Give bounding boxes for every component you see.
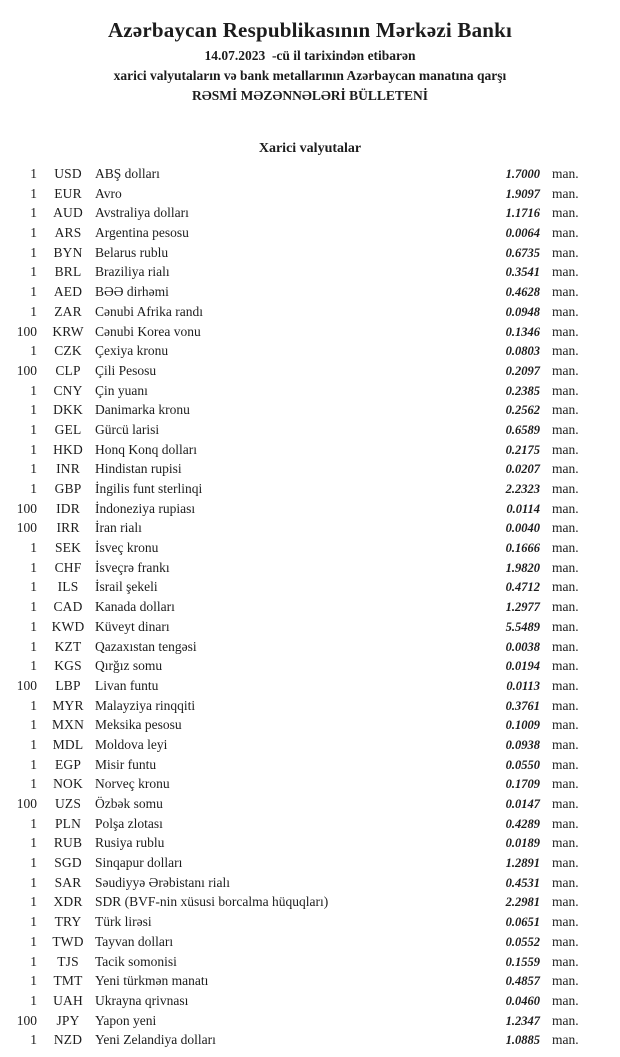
currency-code: ILS: [57, 579, 79, 595]
currency-name: Moldova leyi: [95, 736, 168, 752]
rate-value: 1.2347: [505, 1013, 540, 1028]
currency-code: EUR: [54, 185, 82, 201]
rate-unit: man.: [552, 992, 579, 1008]
quantity: 100: [16, 520, 37, 536]
quantity: 100: [16, 1012, 37, 1028]
table-row: [0, 696, 620, 716]
quantity: 1: [30, 618, 37, 634]
rate-unit: man.: [552, 618, 579, 634]
rate-unit: man.: [552, 933, 579, 949]
rate-value: 0.0460: [505, 993, 540, 1008]
currency-name: Səudiyyə Ərəbistanı rialı: [95, 874, 230, 890]
quantity: 1: [30, 776, 37, 792]
quantity: 100: [16, 796, 37, 811]
table-row: [0, 853, 620, 873]
table-row: [0, 518, 620, 538]
currency-code: LBP: [55, 677, 81, 693]
currency-name: SDR (BVF-nin xüsusi borcalma hüquqları): [95, 894, 329, 910]
currency-code: TJS: [57, 953, 79, 969]
quantity: 1: [30, 441, 37, 457]
quantity: 1: [30, 540, 37, 556]
table-row: [0, 361, 620, 381]
table-row: [0, 262, 620, 282]
rate-unit: man.: [552, 559, 579, 575]
quantity: 1: [30, 1032, 37, 1048]
rate-unit: man.: [552, 264, 579, 280]
currency-code: HKD: [53, 441, 83, 457]
table-row: [0, 794, 620, 814]
rate-unit: man.: [552, 599, 579, 615]
table-row: [0, 656, 620, 676]
rate-value: 0.4857: [505, 974, 540, 989]
currency-code: UZS: [54, 796, 82, 811]
currency-name: Yeni Zelandiya dolları: [95, 1032, 216, 1048]
rate-value: 0.1009: [505, 718, 540, 733]
currency-name: Sinqapur dolları: [95, 855, 183, 871]
rate-value: 0.1559: [505, 954, 540, 969]
currency-name: Özbək somu: [95, 796, 163, 811]
table-row: [0, 892, 620, 912]
currency-code: SAR: [54, 874, 82, 890]
rate-unit: man.: [552, 1032, 579, 1048]
table-row: [0, 381, 620, 401]
rate-value: 0.4289: [505, 816, 540, 831]
rate-value: 0.2562: [505, 403, 540, 418]
currency-code: CHF: [54, 559, 82, 575]
currency-code: MYR: [52, 697, 84, 713]
quantity: 1: [30, 166, 37, 181]
currency-code: AED: [53, 284, 83, 300]
rate-value: 1.1716: [505, 206, 540, 221]
rate-value: 1.0885: [505, 1033, 540, 1048]
currency-code: KZT: [54, 638, 82, 654]
rate-unit: man.: [552, 441, 579, 457]
quantity: 1: [30, 244, 37, 260]
rate-value: 0.0038: [505, 639, 540, 654]
currency-name: Avro: [95, 185, 122, 201]
currency-code: AUD: [53, 205, 83, 221]
rate-unit: man.: [552, 776, 579, 792]
currency-name: Avstraliya dolları: [95, 205, 189, 221]
currency-name: Gürcü larisi: [95, 421, 160, 437]
quantity: 1: [30, 933, 37, 949]
currency-name: Braziliya rialı: [95, 264, 170, 280]
quantity: 1: [30, 461, 37, 477]
rate-unit: man.: [552, 166, 579, 181]
rate-unit: man.: [552, 697, 579, 713]
rate-unit: man.: [552, 225, 579, 241]
rate-value: 1.2977: [505, 600, 540, 615]
currency-code: NZD: [53, 1032, 83, 1048]
currency-name: Yapon yeni: [95, 1012, 157, 1028]
currency-code: CLP: [55, 362, 81, 378]
currency-name: İndoneziya rupiası: [95, 500, 196, 516]
quantity: 1: [30, 874, 37, 890]
currency-code: GBP: [54, 481, 82, 496]
quantity: 1: [30, 736, 37, 752]
currency-name: Qazaxıstan tengəsi: [95, 638, 197, 654]
rate-value: 0.2175: [505, 442, 540, 457]
rate-value: 0.0194: [505, 659, 540, 674]
rate-unit: man.: [552, 973, 579, 989]
quantity: 1: [30, 855, 37, 871]
table-row: [0, 932, 620, 952]
table-row: [0, 558, 620, 578]
table-row: [0, 715, 620, 735]
currency-name: İsveçrə frankı: [95, 559, 170, 575]
rate-value: 0.0207: [505, 462, 540, 477]
currency-code: RUB: [53, 835, 83, 851]
quantity: 1: [30, 481, 37, 496]
currency-name: Yeni türkmən manatı: [95, 973, 209, 989]
quantity: 1: [30, 205, 37, 221]
table-row: [0, 991, 620, 1011]
table-row: [0, 1030, 620, 1050]
quantity: 100: [16, 500, 37, 516]
table-row: [0, 302, 620, 322]
rate-unit: man.: [552, 362, 579, 378]
rate-value: 0.0147: [505, 797, 540, 811]
table-row: [0, 400, 620, 420]
table-row: [0, 322, 620, 342]
rate-value: 0.1709: [505, 777, 540, 792]
effective-date-line: 14.07.2023 -cü il tarixindən etibarən: [204, 48, 416, 63]
quantity: 1: [30, 973, 37, 989]
currency-name: Türk lirəsi: [95, 914, 152, 930]
currency-name: İngilis funt sterlinqi: [95, 481, 203, 496]
quantity: 1: [30, 992, 37, 1008]
currency-code: NOK: [53, 776, 83, 792]
quantity: 100: [16, 323, 37, 339]
currency-name: Misir funtu: [95, 756, 157, 772]
table-row: [0, 499, 620, 519]
rate-value: 1.9820: [505, 560, 540, 575]
quantity: 1: [30, 225, 37, 241]
table-row: [0, 479, 620, 499]
table-row: [0, 459, 620, 479]
table-row: [0, 223, 620, 243]
rate-unit: man.: [552, 638, 579, 654]
rate-value: 5.5489: [505, 619, 540, 634]
table-row: [0, 912, 620, 932]
rate-value: 0.0550: [505, 757, 540, 772]
quantity: 1: [30, 835, 37, 851]
currency-name: Çexiya kronu: [95, 343, 169, 359]
currency-name: Çili Pesosu: [95, 362, 157, 378]
currency-name: Cənubi Korea vonu: [95, 323, 201, 339]
table-row: [0, 971, 620, 991]
table-row: [0, 164, 620, 184]
rate-unit: man.: [552, 382, 579, 398]
table-row: [0, 538, 620, 558]
currency-name: Norveç kronu: [95, 776, 170, 792]
currency-name: Argentina pesosu: [95, 225, 189, 241]
rate-value: 2.2981: [505, 895, 540, 910]
quantity: 1: [30, 264, 37, 280]
table-row: [0, 597, 620, 617]
quantity: 1: [30, 815, 37, 831]
rate-unit: man.: [552, 205, 579, 221]
quantity: 1: [30, 756, 37, 772]
rate-unit: man.: [552, 461, 579, 477]
currency-name: Polşa zlotası: [95, 815, 163, 831]
currency-name: Kanada dolları: [95, 599, 175, 615]
currency-code: XDR: [53, 894, 83, 910]
currency-code: CZK: [54, 343, 82, 359]
currency-name: Danimarka kronu: [95, 402, 190, 418]
rate-value: 0.0803: [505, 344, 540, 359]
rate-value: 0.4628: [505, 285, 540, 300]
quantity: 1: [30, 894, 37, 910]
currency-name: Belarus rublu: [95, 244, 169, 260]
currency-code: INR: [56, 461, 80, 477]
rate-unit: man.: [552, 303, 579, 319]
currency-name: Küveyt dinarı: [95, 618, 170, 634]
rate-unit: man.: [552, 185, 579, 201]
currency-code: MDL: [52, 736, 84, 752]
rate-value: 0.0189: [505, 836, 540, 851]
rate-unit: man.: [552, 540, 579, 556]
rate-value: 0.0552: [505, 934, 540, 949]
quantity: 1: [30, 579, 37, 595]
rate-unit: man.: [552, 677, 579, 693]
currency-code: CNY: [53, 382, 83, 398]
rate-value: 1.7000: [505, 167, 540, 181]
rate-value: 0.1346: [505, 324, 540, 339]
quantity: 1: [30, 284, 37, 300]
currency-code: SEK: [54, 540, 82, 556]
currency-code: TWD: [52, 933, 84, 949]
rate-unit: man.: [552, 855, 579, 871]
currency-code: KGS: [54, 658, 82, 674]
currency-code: PLN: [54, 815, 82, 831]
quantity: 1: [30, 382, 37, 398]
table-row: [0, 1011, 620, 1031]
rate-unit: man.: [552, 736, 579, 752]
rate-value: 0.1666: [505, 541, 540, 556]
currency-name: İran rialı: [95, 520, 142, 536]
table-row: [0, 282, 620, 302]
table-row: [0, 203, 620, 223]
table-row: [0, 814, 620, 834]
currency-name: Cənubi Afrika randı: [95, 303, 203, 319]
currency-name: Rusiya rublu: [95, 835, 165, 851]
currency-name: Qırğız somu: [95, 658, 163, 674]
currency-name: İsrail şekeli: [95, 579, 158, 595]
bulletin-title: RƏSMİ MƏZƏNNƏLƏRİ BÜLLETENİ: [192, 88, 428, 103]
rate-value: 0.0113: [506, 678, 540, 693]
currency-name: ABŞ dolları: [95, 166, 160, 181]
table-row: [0, 833, 620, 853]
rate-unit: man.: [552, 579, 579, 595]
quantity: 1: [30, 638, 37, 654]
rate-unit: man.: [552, 658, 579, 674]
currency-name: Honq Konq dolları: [95, 441, 197, 457]
rate-value: 0.2385: [505, 383, 540, 398]
rate-value: 0.0938: [505, 737, 540, 752]
rate-unit: man.: [552, 284, 579, 300]
quantity: 1: [30, 914, 37, 930]
rate-unit: man.: [552, 815, 579, 831]
quantity: 1: [30, 599, 37, 615]
currency-code: EGP: [54, 756, 82, 772]
rate-value: 0.0040: [505, 521, 540, 536]
currency-name: Livan funtu: [95, 677, 159, 693]
currency-name: Malayziya rinqqiti: [95, 697, 196, 713]
rate-value: 1.9097: [505, 186, 540, 201]
rate-unit: man.: [552, 953, 579, 969]
table-row: [0, 735, 620, 755]
currency-code: CAD: [53, 599, 83, 615]
currency-code: ARS: [54, 225, 82, 241]
rate-value: 0.6735: [505, 245, 540, 260]
quantity: 1: [30, 185, 37, 201]
rate-value: 1.2891: [505, 856, 540, 871]
rate-unit: man.: [552, 343, 579, 359]
quantity: 1: [30, 953, 37, 969]
currency-name: BƏƏ dirhəmi: [95, 284, 169, 300]
currency-code: SGD: [54, 855, 82, 871]
currency-code: KWD: [51, 618, 85, 634]
table-row: [0, 243, 620, 263]
rate-value: 0.3761: [505, 698, 540, 713]
quantity: 1: [30, 343, 37, 359]
table-row: [0, 617, 620, 637]
rate-unit: man.: [552, 421, 579, 437]
subject-line: xarici valyutaların və bank metallarının Azərbaycan manatına qarşı: [113, 68, 507, 83]
currency-code: GEL: [54, 421, 82, 437]
quantity: 100: [16, 362, 37, 378]
rate-unit: man.: [552, 717, 579, 733]
rate-value: 0.4531: [505, 875, 540, 890]
currency-code: JPY: [56, 1012, 80, 1028]
currency-name: İsveç kronu: [95, 540, 159, 556]
rate-value: 0.6589: [505, 422, 540, 437]
currency-code: UAH: [53, 992, 83, 1008]
currency-code: USD: [54, 166, 82, 181]
rate-unit: man.: [552, 520, 579, 536]
currency-code: DKK: [53, 402, 83, 418]
rate-value: 0.4712: [505, 580, 540, 595]
table-row: [0, 577, 620, 597]
section-title: Xarici valyutalar: [258, 141, 362, 156]
rate-unit: man.: [552, 874, 579, 890]
rate-unit: man.: [552, 914, 579, 930]
table-row: [0, 873, 620, 893]
currency-name: Ukrayna qrivnası: [95, 992, 189, 1008]
rate-unit: man.: [552, 481, 579, 496]
table-row: [0, 637, 620, 657]
quantity: 1: [30, 658, 37, 674]
table-row: [0, 676, 620, 696]
quantity: 1: [30, 717, 37, 733]
currency-code: ZAR: [54, 303, 82, 319]
rate-unit: man.: [552, 402, 579, 418]
rate-value: 0.0114: [506, 501, 540, 516]
currency-name: Tacik somonisi: [95, 953, 177, 969]
quantity: 100: [16, 677, 37, 693]
rate-unit: man.: [552, 323, 579, 339]
rates-table: [0, 164, 620, 1050]
table-row: [0, 952, 620, 972]
rate-unit: man.: [552, 244, 579, 260]
rate-value: 2.2323: [505, 482, 540, 496]
quantity: 1: [30, 402, 37, 418]
currency-name: Tayvan dolları: [95, 933, 174, 949]
currency-code: MXN: [51, 717, 85, 733]
currency-code: TRY: [54, 914, 82, 930]
rate-unit: man.: [552, 500, 579, 516]
rate-unit: man.: [552, 796, 579, 811]
rate-value: 0.0651: [505, 915, 540, 930]
quantity: 1: [30, 303, 37, 319]
currency-code: KRW: [52, 323, 84, 339]
quantity: 1: [30, 697, 37, 713]
currency-code: IDR: [56, 500, 80, 516]
table-row: [0, 184, 620, 204]
quantity: 1: [30, 559, 37, 575]
currency-code: BRL: [54, 264, 82, 280]
currency-code: IRR: [56, 520, 80, 536]
rate-value: 0.0064: [505, 226, 540, 241]
currency-code: BYN: [53, 244, 83, 260]
table-row: [0, 440, 620, 460]
currency-name: Çin yuanı: [95, 382, 148, 398]
rate-unit: man.: [552, 756, 579, 772]
currency-name: Meksika pesosu: [95, 717, 182, 733]
table-row: [0, 755, 620, 775]
currency-name: Hindistan rupisi: [95, 461, 182, 477]
rate-value: 0.2097: [505, 363, 540, 378]
rate-unit: man.: [552, 1012, 579, 1028]
rate-unit: man.: [552, 894, 579, 910]
rate-unit: man.: [552, 835, 579, 851]
table-row: [0, 774, 620, 794]
rate-value: 0.0948: [505, 304, 540, 319]
currency-code: TMT: [53, 973, 83, 989]
quantity: 1: [30, 421, 37, 437]
rate-value: 0.3541: [505, 265, 540, 280]
bank-title: Azərbaycan Respublikasının Mərkəzi Bankı: [107, 18, 513, 42]
table-row: [0, 420, 620, 440]
table-row: [0, 341, 620, 361]
